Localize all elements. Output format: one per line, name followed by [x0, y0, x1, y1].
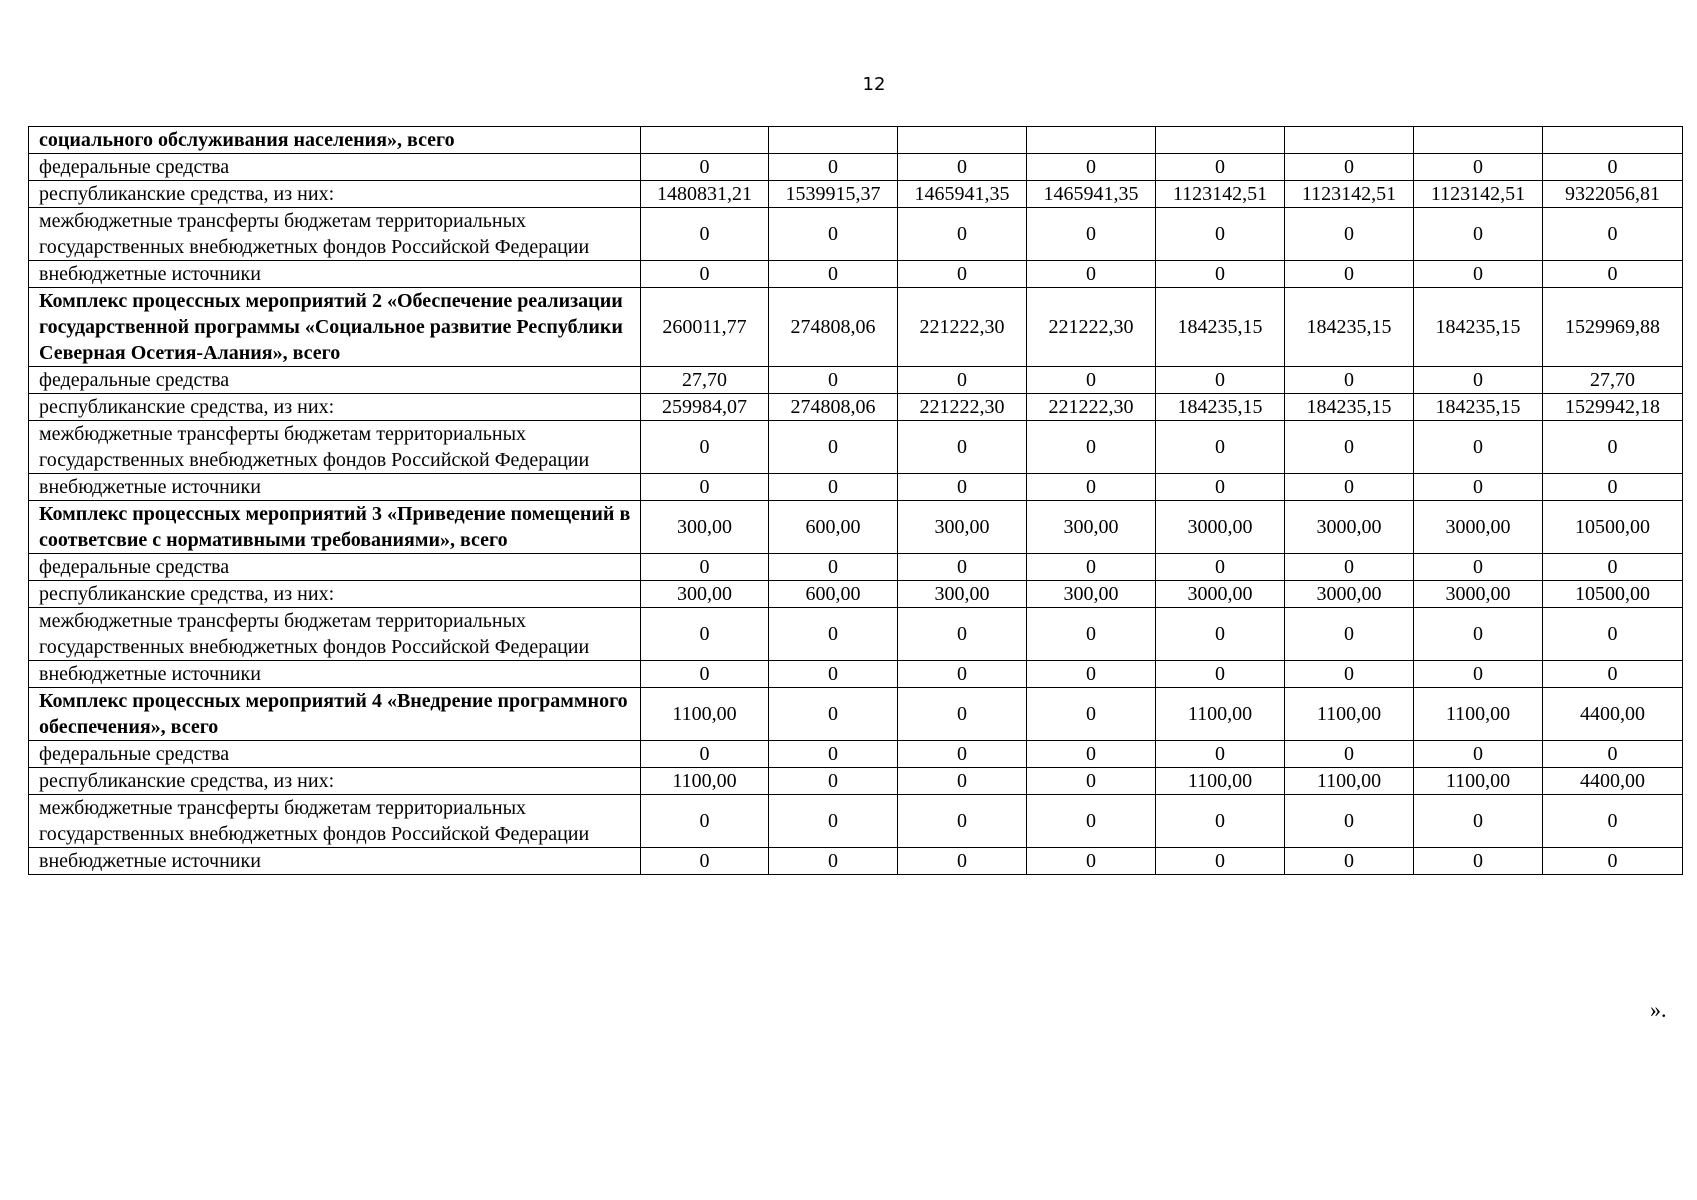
table-row [29, 208, 1683, 261]
table-row [29, 608, 1683, 661]
value-cell: 0 [1285, 795, 1414, 848]
value-cell: 0 [641, 421, 769, 474]
value-cell: 3000,00 [1156, 501, 1285, 554]
table-row [29, 367, 1683, 394]
value-cell: 0 [1156, 608, 1285, 661]
value-cell: 0 [1027, 208, 1156, 261]
value-cell: 10500,00 [1543, 501, 1683, 554]
value-cell: 0 [1285, 848, 1414, 875]
value-cell: 1100,00 [1414, 768, 1543, 795]
value-cell: 0 [1543, 154, 1683, 181]
value-cell: 0 [1543, 208, 1683, 261]
value-cell: 0 [641, 208, 769, 261]
value-cell: 0 [641, 261, 769, 288]
value-cell: 1539915,37 [769, 181, 898, 208]
row-label: социального обслуживания населения», всего [29, 127, 641, 154]
row-label: федеральные средства [29, 367, 641, 394]
value-cell: 274808,06 [769, 394, 898, 421]
table-row [29, 741, 1683, 768]
closing-quote-mark: ». [1650, 997, 1667, 1022]
value-cell: 0 [898, 367, 1027, 394]
value-cell: 300,00 [641, 581, 769, 608]
value-cell: 0 [1285, 554, 1414, 581]
value-cell: 0 [1543, 848, 1683, 875]
value-cell: 0 [1156, 261, 1285, 288]
value-cell: 1480831,21 [641, 181, 769, 208]
value-cell: 1123142,51 [1414, 181, 1543, 208]
value-cell: 3000,00 [1285, 581, 1414, 608]
value-cell: 1100,00 [1156, 768, 1285, 795]
row-label: Комплекс процессных мероприятий 4 «Внедрение программного обеспечения», всего [29, 688, 641, 741]
value-cell: 0 [1027, 554, 1156, 581]
value-cell: 0 [1543, 421, 1683, 474]
value-cell: 0 [769, 741, 898, 768]
row-label: внебюджетные источники [29, 261, 641, 288]
value-cell: 0 [898, 154, 1027, 181]
value-cell: 184235,15 [1156, 394, 1285, 421]
value-cell: 0 [769, 367, 898, 394]
row-label: внебюджетные источники [29, 848, 641, 875]
value-cell: 0 [1285, 261, 1414, 288]
table-row [29, 474, 1683, 501]
value-cell: 3000,00 [1156, 581, 1285, 608]
value-cell: 0 [641, 661, 769, 688]
value-cell: 0 [1156, 421, 1285, 474]
value-cell: 0 [1027, 795, 1156, 848]
value-cell [769, 127, 898, 154]
value-cell: 0 [1414, 741, 1543, 768]
row-label: внебюджетные источники [29, 661, 641, 688]
value-cell: 221222,30 [1027, 394, 1156, 421]
value-cell: 0 [1285, 208, 1414, 261]
value-cell: 274808,06 [769, 288, 898, 367]
value-cell: 0 [641, 608, 769, 661]
row-label: республиканские средства, из них: [29, 394, 641, 421]
value-cell: 0 [898, 688, 1027, 741]
value-cell: 300,00 [898, 501, 1027, 554]
value-cell: 300,00 [1027, 501, 1156, 554]
table-row [29, 501, 1683, 554]
value-cell: 3000,00 [1414, 501, 1543, 554]
row-label: республиканские средства, из них: [29, 768, 641, 795]
row-label: межбюджетные трансферты бюджетам территориальных государственных внебюджетных фондов Российской Федерации [29, 421, 641, 474]
value-cell: 0 [1156, 795, 1285, 848]
table-row [29, 661, 1683, 688]
value-cell: 1123142,51 [1156, 181, 1285, 208]
value-cell: 0 [898, 795, 1027, 848]
value-cell: 0 [1414, 795, 1543, 848]
value-cell: 0 [1027, 608, 1156, 661]
value-cell: 4400,00 [1543, 768, 1683, 795]
value-cell: 600,00 [769, 581, 898, 608]
value-cell: 0 [1285, 474, 1414, 501]
row-label: межбюджетные трансферты бюджетам территориальных государственных внебюджетных фондов Российской Федерации [29, 208, 641, 261]
value-cell: 0 [1414, 261, 1543, 288]
value-cell: 1100,00 [641, 768, 769, 795]
table-row [29, 554, 1683, 581]
table-row [29, 154, 1683, 181]
value-cell: 0 [1156, 661, 1285, 688]
value-cell: 0 [1027, 688, 1156, 741]
budget-table-body [29, 127, 1683, 875]
table-row [29, 288, 1683, 367]
row-label: федеральные средства [29, 741, 641, 768]
value-cell: 260011,77 [641, 288, 769, 367]
value-cell: 1465941,35 [1027, 181, 1156, 208]
table-row [29, 848, 1683, 875]
table-row [29, 768, 1683, 795]
value-cell: 0 [1027, 421, 1156, 474]
value-cell: 0 [769, 795, 898, 848]
value-cell: 27,70 [641, 367, 769, 394]
value-cell: 0 [769, 608, 898, 661]
value-cell: 1529969,88 [1543, 288, 1683, 367]
value-cell: 0 [769, 421, 898, 474]
value-cell: 0 [1543, 795, 1683, 848]
value-cell: 0 [1543, 474, 1683, 501]
row-label: внебюджетные источники [29, 474, 641, 501]
row-label: межбюджетные трансферты бюджетам территориальных государственных внебюджетных фондов Российской Федерации [29, 795, 641, 848]
value-cell: 0 [1285, 421, 1414, 474]
value-cell: 0 [1414, 474, 1543, 501]
value-cell: 0 [1285, 741, 1414, 768]
value-cell: 0 [898, 208, 1027, 261]
value-cell: 0 [769, 474, 898, 501]
value-cell: 300,00 [1027, 581, 1156, 608]
value-cell: 221222,30 [1027, 288, 1156, 367]
value-cell: 1100,00 [1285, 688, 1414, 741]
value-cell: 184235,15 [1414, 288, 1543, 367]
value-cell: 0 [641, 474, 769, 501]
value-cell: 1529942,18 [1543, 394, 1683, 421]
value-cell: 0 [769, 554, 898, 581]
value-cell: 0 [1156, 554, 1285, 581]
table-row [29, 261, 1683, 288]
value-cell: 0 [1027, 474, 1156, 501]
row-label: Комплекс процессных мероприятий 2 «Обеспечение реализации государственной программы «Социальное развитие Республики Северная Осетия-Алания», всего [29, 288, 641, 367]
value-cell: 0 [898, 608, 1027, 661]
value-cell: 0 [1414, 154, 1543, 181]
value-cell: 0 [1414, 367, 1543, 394]
value-cell: 0 [769, 688, 898, 741]
value-cell: 0 [641, 154, 769, 181]
value-cell [1414, 127, 1543, 154]
table-row [29, 581, 1683, 608]
value-cell: 0 [1027, 261, 1156, 288]
value-cell: 0 [898, 661, 1027, 688]
value-cell: 0 [1156, 848, 1285, 875]
value-cell: 0 [1285, 367, 1414, 394]
value-cell: 0 [1543, 661, 1683, 688]
value-cell: 0 [769, 661, 898, 688]
value-cell: 0 [1543, 261, 1683, 288]
value-cell: 1100,00 [1285, 768, 1414, 795]
budget-table [28, 126, 1683, 875]
value-cell: 4400,00 [1543, 688, 1683, 741]
value-cell: 0 [898, 848, 1027, 875]
row-label: федеральные средства [29, 154, 641, 181]
value-cell: 0 [1156, 474, 1285, 501]
value-cell: 300,00 [898, 581, 1027, 608]
value-cell [1027, 127, 1156, 154]
value-cell: 9322056,81 [1543, 181, 1683, 208]
value-cell: 0 [641, 795, 769, 848]
table-row [29, 421, 1683, 474]
value-cell: 259984,07 [641, 394, 769, 421]
value-cell: 0 [641, 554, 769, 581]
table-row [29, 127, 1683, 154]
value-cell: 0 [1156, 154, 1285, 181]
row-label: республиканские средства, из них: [29, 181, 641, 208]
value-cell: 0 [769, 768, 898, 795]
value-cell: 3000,00 [1285, 501, 1414, 554]
value-cell: 0 [769, 154, 898, 181]
value-cell: 0 [1414, 208, 1543, 261]
value-cell: 0 [1027, 848, 1156, 875]
row-label: Комплекс процессных мероприятий 3 «Приведение помещений в соответсвие с нормативными требованиями», всего [29, 501, 641, 554]
value-cell: 0 [898, 554, 1027, 581]
value-cell: 184235,15 [1285, 288, 1414, 367]
value-cell: 0 [1414, 554, 1543, 581]
value-cell [1543, 127, 1683, 154]
table-row [29, 181, 1683, 208]
table-row [29, 795, 1683, 848]
value-cell [898, 127, 1027, 154]
value-cell: 1100,00 [1156, 688, 1285, 741]
value-cell: 0 [769, 261, 898, 288]
value-cell: 0 [641, 848, 769, 875]
table-row [29, 688, 1683, 741]
page-number: 12 [862, 74, 886, 95]
value-cell: 1100,00 [1414, 688, 1543, 741]
value-cell: 0 [1285, 661, 1414, 688]
value-cell: 0 [641, 741, 769, 768]
value-cell: 0 [898, 741, 1027, 768]
value-cell: 1100,00 [641, 688, 769, 741]
value-cell [641, 127, 769, 154]
value-cell: 0 [769, 208, 898, 261]
value-cell: 0 [1027, 367, 1156, 394]
value-cell: 0 [898, 261, 1027, 288]
value-cell: 0 [1543, 554, 1683, 581]
value-cell: 184235,15 [1285, 394, 1414, 421]
value-cell: 0 [1156, 741, 1285, 768]
value-cell: 27,70 [1543, 367, 1683, 394]
value-cell: 0 [1414, 848, 1543, 875]
value-cell: 221222,30 [898, 288, 1027, 367]
value-cell: 0 [1156, 208, 1285, 261]
value-cell: 0 [1027, 154, 1156, 181]
value-cell: 0 [1027, 768, 1156, 795]
value-cell: 184235,15 [1156, 288, 1285, 367]
row-label: межбюджетные трансферты бюджетам территориальных государственных внебюджетных фондов Российской Федерации [29, 608, 641, 661]
value-cell [1156, 127, 1285, 154]
table-row [29, 394, 1683, 421]
value-cell: 0 [1285, 154, 1414, 181]
value-cell [1285, 127, 1414, 154]
row-label: республиканские средства, из них: [29, 581, 641, 608]
value-cell: 10500,00 [1543, 581, 1683, 608]
value-cell: 0 [898, 474, 1027, 501]
value-cell: 0 [1414, 661, 1543, 688]
value-cell: 300,00 [641, 501, 769, 554]
value-cell: 0 [1543, 741, 1683, 768]
value-cell: 1465941,35 [898, 181, 1027, 208]
value-cell: 1123142,51 [1285, 181, 1414, 208]
value-cell: 0 [1027, 661, 1156, 688]
row-label: федеральные средства [29, 554, 641, 581]
value-cell: 600,00 [769, 501, 898, 554]
value-cell: 0 [1414, 608, 1543, 661]
value-cell: 0 [769, 848, 898, 875]
value-cell: 221222,30 [898, 394, 1027, 421]
value-cell: 0 [1414, 421, 1543, 474]
value-cell: 0 [1027, 741, 1156, 768]
value-cell: 0 [1543, 608, 1683, 661]
value-cell: 3000,00 [1414, 581, 1543, 608]
value-cell: 0 [898, 421, 1027, 474]
value-cell: 0 [1285, 608, 1414, 661]
value-cell: 0 [898, 768, 1027, 795]
value-cell: 0 [1156, 367, 1285, 394]
value-cell: 184235,15 [1414, 394, 1543, 421]
